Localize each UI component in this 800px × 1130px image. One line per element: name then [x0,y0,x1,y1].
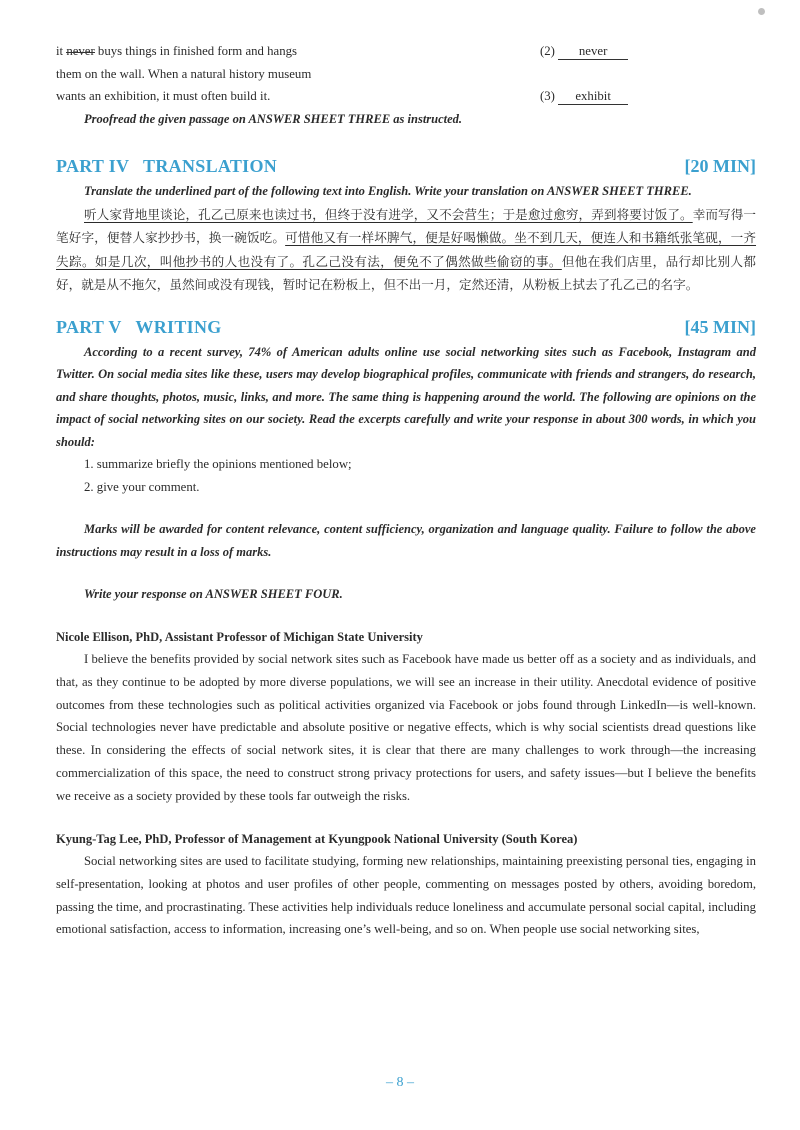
excerpt-text: Social networking sites are used to facilitate studying, forming new relationships, maintaining preexisting personal ties, engaging in self-presentation, looking at photos and user profiles of other people, commenting on messages posted by others, avoiding boredom, passing the time, and procrastinating. These activities help individuals reduce loneliness and accumulate personal social capital, including emotional satisfaction, access to information, increasing one’s well-being, and so on. When people use social networking sites, [56,854,756,937]
task-list [56,453,756,498]
marks-note: Marks will be awarded for content relevance, content sufficiency, organization and language quality. Failure to follow the above instructions may result in a loss of marks. [56,522,756,559]
plain-text: 但他在我们店里，品行却比别人都好，就是从不拖欠，虽然间或没有现钱，暂时记在粉板上，但不出一月，定然还清，从粉板上拭去了孔乙己的名字。 [56,253,757,292]
exam-page [56,40,756,941]
chinese-passage [56,203,756,297]
part-v-writing [56,315,756,942]
response-note: Write your response on ANSWER SHEET FOUR. [84,587,343,601]
translation-instruction: Translate the underlined part of the following text into English. Write your translation on ANSWER SHEET THREE. [84,184,692,198]
proof-line: them on the wall. When a natural history museum [56,66,312,81]
proof-line: wants an exhibition, it must often build it. [56,89,271,103]
proof-row [56,85,756,108]
part-v-title: PART V WRITING [56,316,222,337]
part-iv-translation [56,154,756,297]
part-iv-time: [20 MIN] [684,156,756,176]
page-number: – 8 – [386,1075,414,1090]
writing-intro: According to a recent survey, 74% of American adults online use social networking sites such as Facebook, Instagram and Twitter. On social media sites like these, users may develop biographical profiles, communicate with friends and strangers, do research, and share thoughts, photos, music, links, and more. The same thing is happening around the world. The following are opinions on the impact of social networking sites on our society. Read the excerpts carefully and write your response in about 300 words, in which you should: [56,344,756,449]
underlined-text: 可惜他又有一样坏脾气，便是好喝懒做。坐不到几天，便连人和书籍纸张笔砚，一齐失踪。如是几次，叫他抄书的人也没有了。孔乙己没有法，便免不了偶然做些偷窃的事。 [56,230,757,269]
excerpt [56,626,756,808]
excerpt-text: I believe the benefits provided by social network sites such as Facebook have made us better off as a society and as individuals, and that, as they continue to be adopted by more diverse populations, we will see an increase in their utility. Anecdotal evidence of positive outcomes from these technologies such as political activities organized via Facebook or jobs found through LinkedIn—is well-known. Social technologies never have predictable and absolute positive or negative effects, which is why social scientists dread questions like these. In considering the effects of social network sites, it is clear that there are many challenges to work through—the increasing commercialization of this space, the need to construct strong privacy protections for users, and safety issues—but I believe the benefits we receive as a society provided by these tools far outweigh the risks. [56,652,756,803]
excerpt-author: Nicole Ellison, PhD, Assistant Professor of Michigan State University [56,629,423,644]
proofreading-section [56,40,756,130]
answer-2: (2) never [540,40,628,63]
proof-line: it never buys things in finished form and hangs [56,44,297,58]
plain-text: 幸而写得一笔好字，便替人家抄抄书，换一碗饭吃。 [56,206,757,245]
proofreading-instruction: Proofread the given passage on ANSWER SHEET THREE as instructed. [84,111,463,126]
list-item: 1. summarize briefly the opinions mentioned below; [84,457,352,471]
part-iv-title: PART IV TRANSLATION [56,156,278,176]
answer-3: (3) exhibit [540,85,628,108]
part-iv-heading [56,154,756,178]
answer-value: never [558,44,628,60]
struck-word: never [66,44,95,58]
excerpt [56,828,756,942]
excerpt-author: Kyung-Tag Lee, PhD, Professor of Management at Kyungpook National University (South Korea) [56,831,578,846]
proof-row [56,63,756,86]
answer-value: exhibit [558,89,628,105]
proof-row [56,40,756,63]
corner-dot [758,8,765,15]
part-v-heading [56,315,756,339]
list-item: 2. give your comment. [84,479,200,494]
part-v-time: [45 MIN] [684,316,756,337]
underlined-text: 听人家背地里谈论，孔乙己原来也读过书，但终于没有进学，又不会营生；于是愈过愈穷，弄到将要讨饭了。 [84,206,693,222]
